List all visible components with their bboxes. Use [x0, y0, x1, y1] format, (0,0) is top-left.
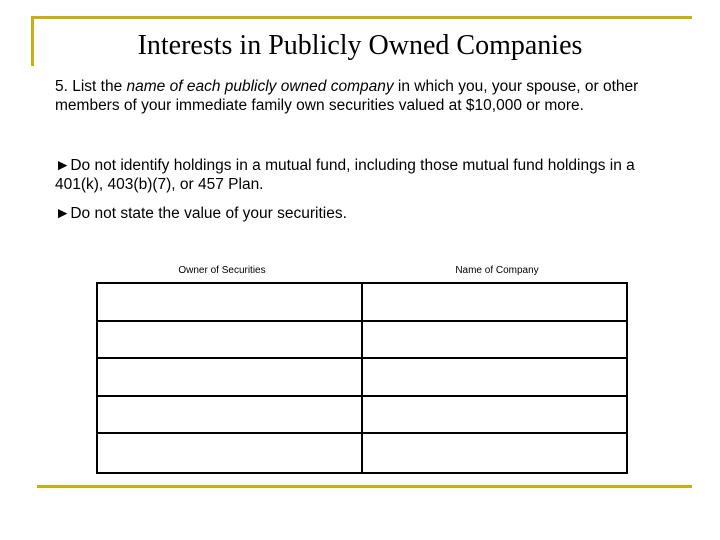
owner-cell[interactable]: [98, 359, 363, 397]
note-mutual-fund: [55, 156, 665, 194]
company-cell[interactable]: [363, 284, 626, 322]
column-header-owner: Owner of Securities: [178, 265, 266, 276]
company-cell[interactable]: [363, 359, 626, 397]
securities-table: [96, 282, 628, 474]
owner-cell[interactable]: [98, 397, 363, 435]
note-value: [55, 204, 665, 223]
company-cell[interactable]: [363, 322, 626, 360]
frame-bottom-rule: [37, 485, 692, 488]
arrow-bullet-icon: ►: [55, 205, 71, 222]
frame-left-rule: [31, 16, 34, 66]
owner-cell[interactable]: [98, 322, 363, 360]
question-suffix: in which you, your spouse, or other members of your immediate family own securities valued at $10,000 or more.: [55, 78, 639, 114]
owner-cell[interactable]: [98, 284, 363, 322]
frame-top-rule: [31, 16, 692, 19]
column-header-company: Name of Company: [455, 265, 539, 276]
company-cell[interactable]: [363, 434, 626, 472]
question-emphasis: name of each publicly owned company: [126, 78, 394, 95]
slide-title: Interests in Publicly Owned Companies: [137, 30, 583, 61]
question-prefix: 5. List the: [55, 78, 127, 95]
company-cell[interactable]: [363, 397, 626, 435]
note-text: Do not identify holdings in a mutual fund, including those mutual fund holdings in a 401(k), 403(b)(7), or 457 Plan.: [55, 157, 635, 193]
question-text: [55, 77, 665, 115]
arrow-bullet-icon: ►: [55, 157, 71, 174]
owner-cell[interactable]: [98, 434, 363, 472]
note-text: Do not state the value of your securities.: [70, 205, 347, 222]
